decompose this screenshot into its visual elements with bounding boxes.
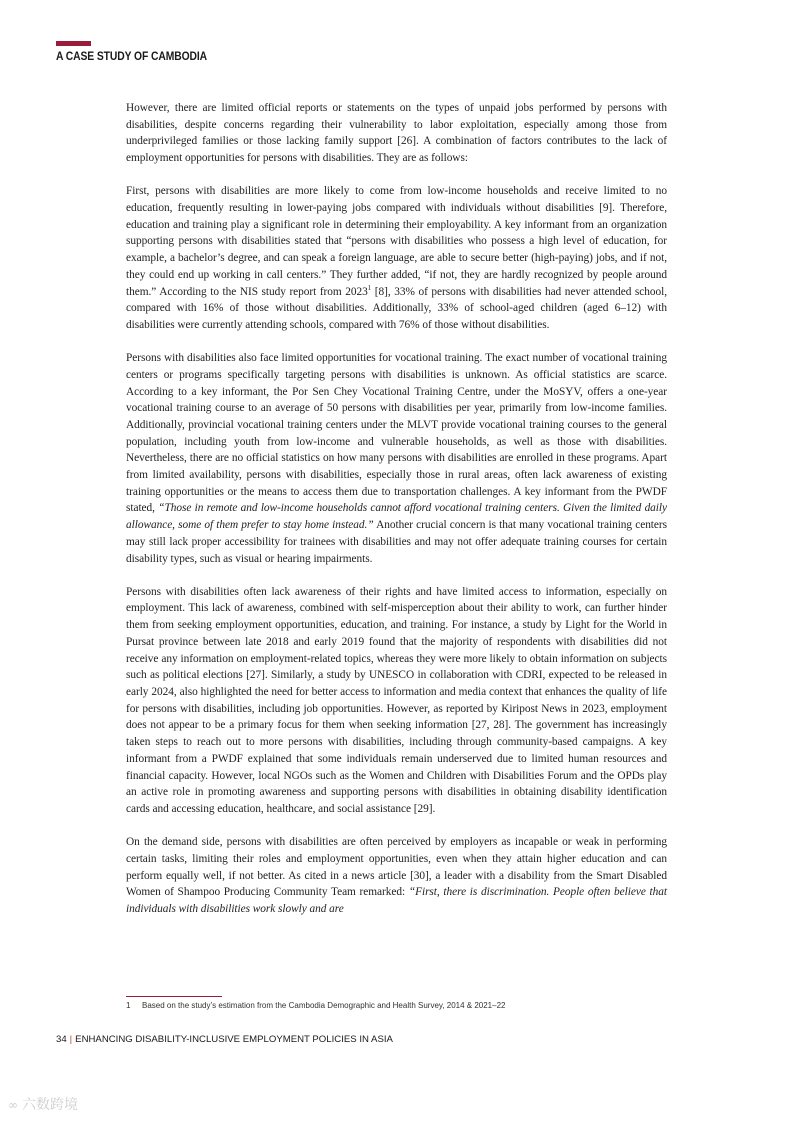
page-number: 34 — [56, 1034, 67, 1045]
paragraph-education-text: First, persons with disabilities are more likely to come from low-income households and receive limited to no education, frequently resulting in lower-paying jobs compared with individuals without disabilities [9]. Therefore, education and training play a significant role in determining their employability. A key informant from an organization supporting persons with disabilities stated that “persons with disabilities who possess a high level of education, for example, a bachelor’s degree, and can speak a foreign language, are able to secure better (high-paying) jobs, and if not, they could end up working in call centers.” They further added, “if not, they are hardly recognized by people around them.” According to the NIS study report from 2023 — [126, 185, 667, 298]
footnote-ref: 1 — [367, 283, 372, 292]
footnote — [126, 1001, 505, 1010]
paragraph-unpaid-jobs: However, there are limited official reports or statements on the types of unpaid jobs performed by persons with disabilities, despite concerns regarding their vulnerability to labor exploitation, especially among those from underprivileged families or those lacking family support [26]. A combination of factors contributes to the lack of employment opportunities for persons with disabilities. They are as follows: — [126, 102, 667, 165]
footnote-divider — [126, 996, 222, 997]
header-accent-bar — [56, 41, 91, 46]
link-logo-icon: ∞ — [8, 1098, 18, 1112]
footnote-text: Based on the study’s estimation from the Cambodia Demographic and Health Survey, 2014 & 2021–22 — [142, 1001, 506, 1010]
page-footer — [56, 1034, 393, 1045]
watermark — [8, 1094, 78, 1114]
paragraph-vocational-text: Persons with disabilities also face limited opportunities for vocational training. The exact number of vocational training centers or programs specifically targeting persons with disabilities is unknown. As official statistics are scarce. According to a key informant, the Por Sen Chey Vocational Training Centre, under the MoSYV, offers a one-year vocational training course to an average of 50 persons with disabilities per year, primarily from low-income families. Additionally, provincial vocational training centers under the MLVT provide vocational training courses to the general population, including youth from low-income and vulnerable households, as well as those with disabilities. Nevertheless, there are no official statistics on how many persons with disabilities are enrolled in these programs. Apart from limited availability, persons with disabilities, especially those in rural areas, often lack awareness of existing training opportunities or the means to access them due to transportation challenges. A key informant from the PWDF stated, — [126, 352, 667, 515]
leader-quote: “First, there is discrimination. People often believe that individuals with disabilities work slowly and are — [126, 886, 668, 915]
paragraph-demand-text: On the demand side, persons with disabilities are often perceived by employers as incapable or weak in performing certain tasks, limiting their roles and employment opportunities, even when they attain higher education and can perform equally well, if not better. As cited in a news article [30], a leader with a disability from the Smart Disabled Women of Shampoo Producing Community Team remarked: — [126, 836, 667, 899]
watermark-text: 六数跨境 — [22, 1097, 78, 1113]
section-title: A CASE STUDY OF CAMBODIA — [56, 49, 208, 63]
informant-quote: “Those in remote and low-income households cannot afford vocational training centers. Given the limited daily allowance, some of them prefer to stay home instead.” — [126, 502, 667, 532]
footer-separator: | — [69, 1034, 73, 1045]
paragraph-awareness: Persons with disabilities often lack awareness of their rights and have limited access to information, especially on employment. This lack of awareness, combined with self-misperception about their ability to work, can further hinder them from seeking employment opportunities, education, and training. For instance, a study by Light for the World in Pursat province between late 2018 and early 2019 found that the majority of respondents with disabilities did not receive any information on employment-related topics, whereas they were more likely to obtain information on subjects such as political elections [27]. Similarly, a study by UNESCO in collaboration with CDRI, expected to be released in early 2024, also highlighted the need for better access to information and media context that enhances the quality of life for persons with disabilities, including job opportunities. However, as reported by Kiripost News in 2023, employment does not appear to be a primary focus for them when seeking information [27, 28]. The government has increasingly taken steps to reach out to more persons with disabilities, including through community-based campaigns. A key informant from a PWDF explained that some individuals remain underserved due to limited human resources and financial capacity. However, local NGOs such as the Women and Children with Disabilities Forum and the OPDs play an active role in promoting awareness and supporting persons with disabilities in obtaining disability identification cards and accessing education, healthcare, and social assistance [29]. — [126, 585, 667, 815]
paragraph-education-text-cont: [8], 33% of persons with disabilities had never attended school, compared with 16% of those without disabilities. Additionally, 33% of school-aged children (aged 6–12) with disabilities were currently attending schools, compared with 76% of those without disabilities. — [126, 285, 667, 331]
footnote-number: 1 — [126, 1001, 131, 1010]
paragraph-education — [126, 183, 667, 333]
paragraph-vocational-training — [126, 350, 667, 567]
paragraph-demand-side — [126, 834, 667, 918]
body-text — [126, 100, 667, 934]
paragraph-vocational-text-cont: Another crucial concern is that many vocational training centers may still lack proper accessibility for trainees with disabilities and may not offer adequate training courses for certain disability types, such as visual or hearing impairments. — [126, 519, 667, 565]
publication-title: ENHANCING DISABILITY-INCLUSIVE EMPLOYMENT POLICIES IN ASIA — [75, 1034, 393, 1045]
